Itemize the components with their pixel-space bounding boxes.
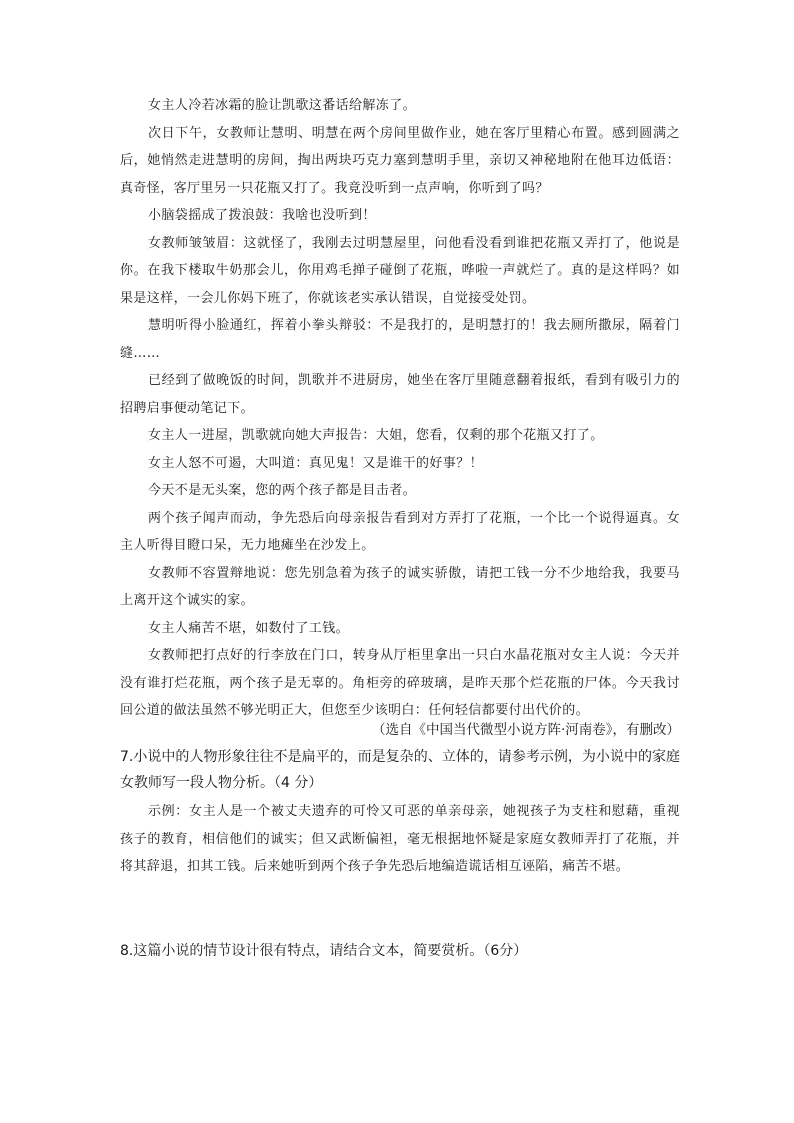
story-paragraph-6: 已经到了做晚饭的时间，凯歌并不进厨房，她坐在客厅里随意翻着报纸，看到有吸引力的招聘启事便动笔记下。	[120, 373, 680, 416]
story-paragraph-3: 小脑袋摇成了拨浪鼓：我啥也没听到！	[148, 208, 376, 223]
question-7: 7.小说中的人物形象往往不是扁平的，而是复杂的、立体的，请参考示例，为小说中的家庭女教师写一段人物分析。（4 分）	[120, 749, 680, 791]
story-paragraph-12: 女主人痛苦不堪，如数付了工钱。	[148, 620, 350, 636]
story-paragraph-1: 女主人冷若冰霜的脸让凯歌这番话给解冻了。	[148, 98, 417, 113]
story-paragraph-10: 两个孩子闻声而动，争先恐后向母亲报告看到对方弄打了花瓶，一个比一个说得逼真。女主人听得目瞪口呆，无力地瘫坐在沙发上。	[120, 510, 680, 553]
story-paragraph-2: 次日下午，女教师让慧明、明慧在两个房间里做作业，她在客厅里精心布置。感到圆满之后，她悄然走进慧明的房间，掏出两块巧克力塞到慧明手里，亲切又神秘地附在他耳边低语：真奇怪，客厅里另一只花瓶又打了。我竟没听到一点声响，你听到了吗？	[120, 125, 680, 196]
story-paragraph-8: 女主人怒不可遏，大叫道：真见鬼！又是谁干的好事？！	[148, 455, 484, 471]
story-paragraph-7: 女主人一进屋，凯歌就向她大声报告：大姐，您看，仅剩的那个花瓶又打了。	[148, 428, 604, 443]
story-text	[120, 92, 680, 725]
story-paragraph-9: 今天不是无头案，您的两个孩子都是目击者。	[148, 483, 417, 498]
story-paragraph-13: 女教师把打点好的行李放在门口，转身从厅柜里拿出一只白水晶花瓶对女主人说：今天并没有谁打烂花瓶，两个孩子是无辜的。角柜旁的碎玻璃，是昨天那个烂花瓶的尸体。今天我讨回公道的做法虽然不够光明正大，但您至少该明白：任何轻信都要付出代价的。	[120, 648, 680, 718]
story-paragraph-5: 慧明听得小脸通红，挥着小拳头辩驳：不是我打的，是明慧打的！我去厕所撒尿，隔着门缝……	[120, 318, 680, 361]
story-paragraph-4: 女教师皱皱眉：这就怪了，我刚去过明慧屋里，问他看没看到谁把花瓶又弄打了，他说是你。在我下楼取牛奶那会儿，你用鸡毛掸子碰倒了花瓶，哗啦一声就烂了。真的是这样吗？如果是这样，一会儿你妈下班了，你就该老实承认错误，自觉接受处罚。	[120, 235, 680, 306]
story-source-citation: （选自《中国当代微型小说方阵·河南卷》，有删改）	[371, 722, 680, 738]
question-8: 8.这篇小说的情节设计很有特点，请结合文本，简要赏析。（6分）	[120, 943, 528, 959]
question-7-example: 示例：女主人是一个被丈夫遗弃的可怜又可恶的单亲母亲，她视孩子为支柱和慰藉，重视孩子的教育，相信他们的诚实；但又武断偏袒，毫无根据地怀疑是家庭女教师弄打了花瓶，并将其辞退，扣其工钱。后来她听到两个孩子争先恐后地编造谎话相互诬陷，痛苦不堪。	[120, 804, 680, 874]
story-paragraph-11: 女教师不容置辩地说：您先别急着为孩子的诚实骄傲，请把工钱一分不少地给我，我要马上离开这个诚实的家。	[120, 565, 680, 608]
